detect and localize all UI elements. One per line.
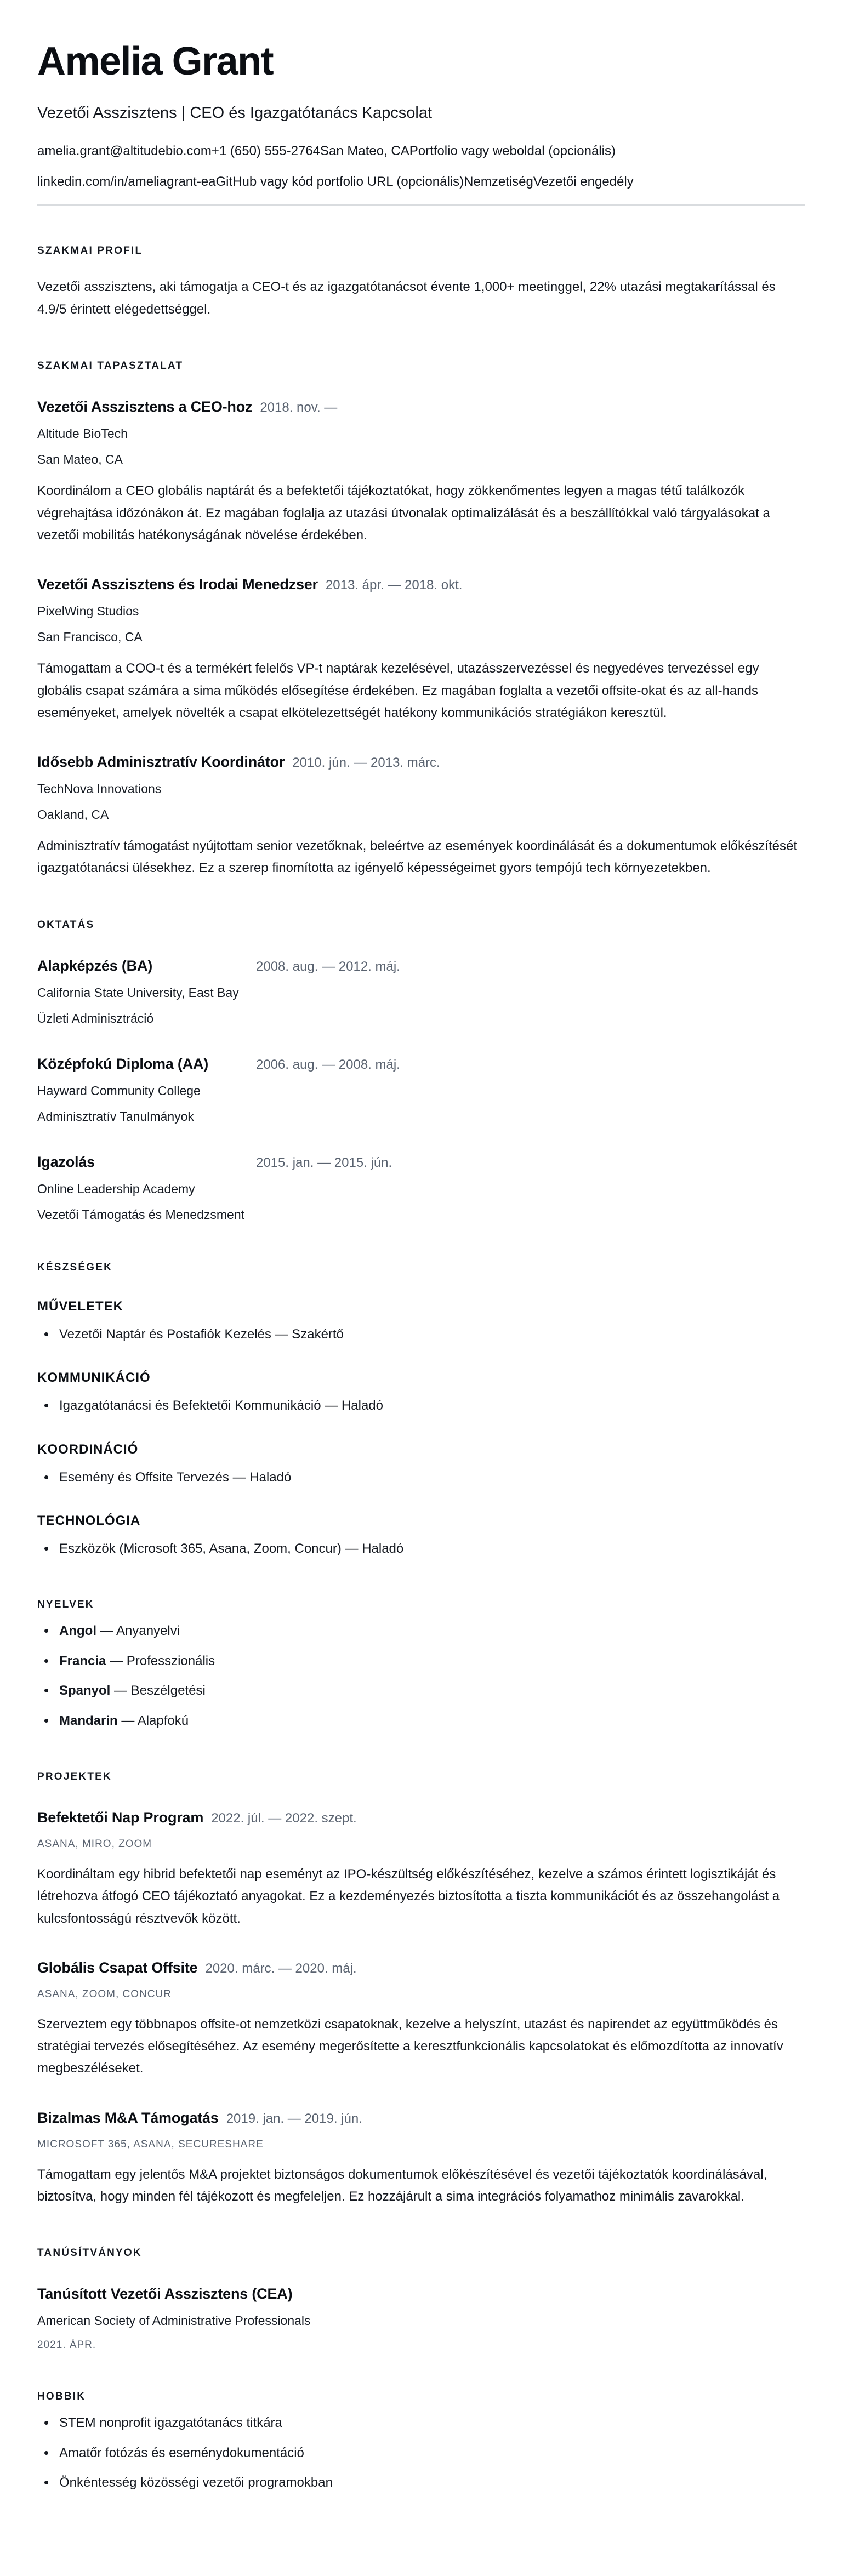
experience-entry-head xyxy=(37,398,805,415)
job-title: Vezetői Asszisztens és Irodai Menedzser xyxy=(37,576,318,593)
contact-item: Portfolio vagy weboldal (opcionális) xyxy=(409,143,616,158)
job-date: 2010. jún. — 2013. márc. xyxy=(292,755,440,771)
project-description: Koordináltam egy hibrid befektetői nap eseményt az IPO-készültség előkészítéséhez, kezelve a számos érintett logisztikáját és létrehozva átfogó CEO tájékoztató anyagokat. Ez a kezdeményezés biztosította a tiszta kommunikációt és az összehangolást a kulcsfontosságú résztvevők között. xyxy=(37,1866,780,1926)
resume-header xyxy=(37,41,805,206)
education-date: 2006. aug. — 2008. máj. xyxy=(256,1057,400,1072)
contact-item: Nemzetiség xyxy=(464,174,533,189)
hobby-item: • Amatőr fotózás és eseménydokumentáció xyxy=(56,2443,805,2464)
language-item xyxy=(56,1621,805,1642)
company-name: PixelWing Studios xyxy=(37,604,139,619)
skill-item: • Esemény és Offsite Tervezés — Haladó xyxy=(56,1467,805,1488)
project-list xyxy=(37,1809,805,2208)
language-level: — Beszélgetési xyxy=(114,1683,206,1699)
project-entry-head xyxy=(37,1809,805,1826)
contact-row-1 xyxy=(37,143,805,159)
degree-title: Középfokú Diploma (AA) xyxy=(37,1055,209,1072)
contact-item: San Mateo, CA xyxy=(320,143,409,158)
language-name: Francia xyxy=(59,1653,106,1668)
section-skills xyxy=(37,1262,805,1560)
skill-item: • Vezetői Naptár és Postafiók Kezelés — Szakértő xyxy=(56,1324,805,1345)
section-heading-hobbies: HOBBIK xyxy=(37,2391,86,2403)
education-entry-head xyxy=(37,958,805,974)
language-level: — Alapfokú xyxy=(121,1713,189,1728)
contact-row-2 xyxy=(37,174,805,190)
job-location: San Mateo, CA xyxy=(37,452,123,467)
section-heading-projects: PROJEKTEK xyxy=(37,1770,112,1782)
project-title: Befektetői Nap Program xyxy=(37,1809,204,1826)
skill-group xyxy=(37,1370,805,1416)
skill-group xyxy=(37,1442,805,1488)
section-heading-skills: KÉSZSÉGEK xyxy=(37,1261,112,1273)
project-description: Támogattam egy jelentős M&A projektet biztonságos dokumentumok előkészítésével és vezetői tájékoztatók koordinálásával, biztosítva, hogy minden fél tájékozott és megfeleljen. Ez hozzájárult a sima integrációs folyamathoz minimális zavarokkal. xyxy=(37,2167,767,2204)
skill-group-label: TECHNOLÓGIA xyxy=(37,1513,141,1528)
language-name: Angol xyxy=(59,1623,96,1639)
section-education xyxy=(37,919,805,1222)
profile-summary: Vezetői asszisztens, aki támogatja a CEO-t és az igazgatótanácsot évente 1,000+ meetinggel, 22% utazási megtakarítással és 4.9/5 érintett elégedettséggel. xyxy=(37,279,776,317)
section-certifications xyxy=(37,2247,805,2351)
job-location: San Francisco, CA xyxy=(37,630,143,645)
language-name: Mandarin xyxy=(59,1713,118,1728)
education-entry-head xyxy=(37,1154,805,1171)
hobby-item: • Önkéntesség közösségi vezetői programokban xyxy=(56,2472,805,2493)
project-description: Szerveztem egy többnapos offsite-ot nemzetközi csapatoknak, kezelve a helyszínt, utazást és napirendet az együttműködés és stratégiai tervezés elősegítéséhez. Az esemény megerősítette a keresztfunkcionális kapcsolatokat és előmozdította az innovatív megbeszéléseket. xyxy=(37,2016,783,2076)
skill-group-label: KOORDINÁCIÓ xyxy=(37,1441,139,1457)
job-title: Vezetői Asszisztens a CEO-hoz xyxy=(37,398,253,415)
degree-title: Alapképzés (BA) xyxy=(37,957,153,974)
candidate-name: Amelia Grant xyxy=(37,39,274,83)
header-divider xyxy=(37,204,805,206)
company-name: TechNova Innovations xyxy=(37,782,162,796)
contact-item: amelia.grant@altitudebio.com xyxy=(37,143,212,158)
contact-item: Vezetői engedély xyxy=(533,174,634,189)
skill-group xyxy=(37,1299,805,1345)
contact-item: +1 (650) 555-2764 xyxy=(211,143,321,158)
skill-item: • Igazgatótanácsi és Befektetői Kommunikáció — Haladó xyxy=(56,1395,805,1416)
language-level: — Professzionális xyxy=(110,1653,215,1668)
skill-group-list xyxy=(37,1299,805,1560)
job-description: Adminisztratív támogatást nyújtottam senior vezetőknak, beleértve az események koordinálását és a dokumentumok előkészítését igazgatótanácsi ülésekhez. Ez a szerep finomította az igényelő képességeimet gyors tempójú tech környezetekben. xyxy=(37,839,798,876)
experience-entry xyxy=(37,398,805,546)
language-level: — Anyanyelvi xyxy=(100,1623,180,1639)
experience-entry xyxy=(37,754,805,880)
project-title: Bizalmas M&A Támogatás xyxy=(37,2109,219,2126)
skill-item-list xyxy=(37,1324,805,1345)
project-date: 2019. jan. — 2019. jún. xyxy=(226,2111,362,2126)
job-title: Idősebb Adminisztratív Koordinátor xyxy=(37,754,285,771)
section-languages xyxy=(37,1599,805,1731)
experience-list xyxy=(37,398,805,880)
skill-item: • Eszközök (Microsoft 365, Asana, Zoom, Concur) — Haladó xyxy=(56,1538,805,1559)
education-entry xyxy=(37,1154,805,1222)
project-tools: ASANA, ZOOM, CONCUR xyxy=(37,1988,172,2000)
section-heading-certifications: TANÚSÍTVÁNYOK xyxy=(37,2247,142,2259)
certification-entry-head xyxy=(37,2286,805,2303)
project-title: Globális Csapat Offsite xyxy=(37,1959,198,1976)
school-name: Online Leadership Academy xyxy=(37,1181,195,1196)
education-date: 2008. aug. — 2012. máj. xyxy=(256,959,400,974)
section-heading-education: OKTATÁS xyxy=(37,919,95,931)
education-date: 2015. jan. — 2015. jún. xyxy=(256,1155,392,1170)
skill-item-list xyxy=(37,1395,805,1416)
field-of-study: Üzleti Adminisztráció xyxy=(37,1011,154,1025)
section-projects xyxy=(37,1771,805,2208)
experience-entry xyxy=(37,576,805,724)
contact-item: linkedin.com/in/ameliagrant-ea xyxy=(37,174,216,189)
certification-title: Tanúsított Vezetői Asszisztens (CEA) xyxy=(37,2286,293,2303)
project-date: 2020. márc. — 2020. máj. xyxy=(205,1961,357,1976)
language-item xyxy=(56,1651,805,1672)
education-list xyxy=(37,958,805,1222)
language-item xyxy=(56,1680,805,1701)
job-date: 2013. ápr. — 2018. okt. xyxy=(325,578,463,593)
section-experience xyxy=(37,360,805,880)
hobby-list xyxy=(37,2413,805,2493)
certification-list xyxy=(37,2286,805,2351)
project-entry xyxy=(37,1809,805,1930)
job-description: Koordinálom a CEO globális naptárát és a befektetői tájékoztatókat, hogy zökkenőmentes legyen a magas tétű találkozók végrehajtása időzónákon át. Ez magában foglalja az utazási útvonalak optimalizálását és a beszállítókkal való tárgyalásokat a vezetői mobilitás hatékonyságának növelése érdekében. xyxy=(37,483,770,543)
skill-group-label: MŰVELETEK xyxy=(37,1298,124,1314)
education-entry-head xyxy=(37,1056,805,1073)
certification-organization: American Society of Administrative Professionals xyxy=(37,2313,311,2328)
skill-group-label: KOMMUNIKÁCIÓ xyxy=(37,1370,151,1386)
project-tools: ASANA, MIRO, ZOOM xyxy=(37,1838,152,1850)
contact-item: GitHub vagy kód portfolio URL (opcionális) xyxy=(215,174,464,189)
skill-item-list xyxy=(37,1467,805,1488)
education-entry xyxy=(37,958,805,1026)
job-date: 2018. nov. — xyxy=(260,400,338,415)
experience-entry-head xyxy=(37,754,805,771)
field-of-study: Vezetői Támogatás és Menedzsment xyxy=(37,1207,245,1222)
language-list xyxy=(37,1621,805,1731)
company-name: Altitude BioTech xyxy=(37,426,128,441)
certification-entry xyxy=(37,2286,805,2351)
hobby-item: • STEM nonprofit igazgatótanács titkára xyxy=(56,2413,805,2433)
skill-item-list xyxy=(37,1538,805,1559)
project-date: 2022. júl. — 2022. szept. xyxy=(211,1810,357,1826)
job-description: Támogattam a COO-t és a termékért felelős VP-t naptárak kezelésével, utazásszervezéssel és negyedéves tervezéssel egy globális csapat számára a sima működés elősegítése érdekében. Ez magában foglalta a vezetői offsite-okat és az all-hands eseményeket, amelyek növelték a csapat elkötelezettségét hatékony kommunikációs stratégiákon keresztül. xyxy=(37,661,759,720)
project-entry xyxy=(37,2110,805,2208)
section-profile xyxy=(37,245,805,321)
skill-group xyxy=(37,1513,805,1559)
job-location: Oakland, CA xyxy=(37,807,109,822)
degree-title: Igazolás xyxy=(37,1153,95,1170)
project-entry-head xyxy=(37,1959,805,1976)
field-of-study: Adminisztratív Tanulmányok xyxy=(37,1109,194,1124)
section-heading-profile: SZAKMAI PROFIL xyxy=(37,244,143,257)
project-tools: MICROSOFT 365, ASANA, SECURESHARE xyxy=(37,2138,264,2150)
project-entry xyxy=(37,1959,805,2080)
section-hobbies xyxy=(37,2391,805,2493)
section-heading-languages: NYELVEK xyxy=(37,1599,94,1611)
school-name: Hayward Community College xyxy=(37,1083,201,1098)
certification-date: 2021. ÁPR. xyxy=(37,2339,96,2351)
language-name: Spanyol xyxy=(59,1683,111,1699)
language-item xyxy=(56,1711,805,1731)
section-heading-experience: SZAKMAI TAPASZTALAT xyxy=(37,360,184,372)
education-entry xyxy=(37,1056,805,1124)
candidate-title: Vezetői Asszisztens | CEO és Igazgatótanács Kapcsolat xyxy=(37,104,433,122)
school-name: California State University, East Bay xyxy=(37,985,239,1000)
project-entry-head xyxy=(37,2110,805,2127)
experience-entry-head xyxy=(37,576,805,593)
